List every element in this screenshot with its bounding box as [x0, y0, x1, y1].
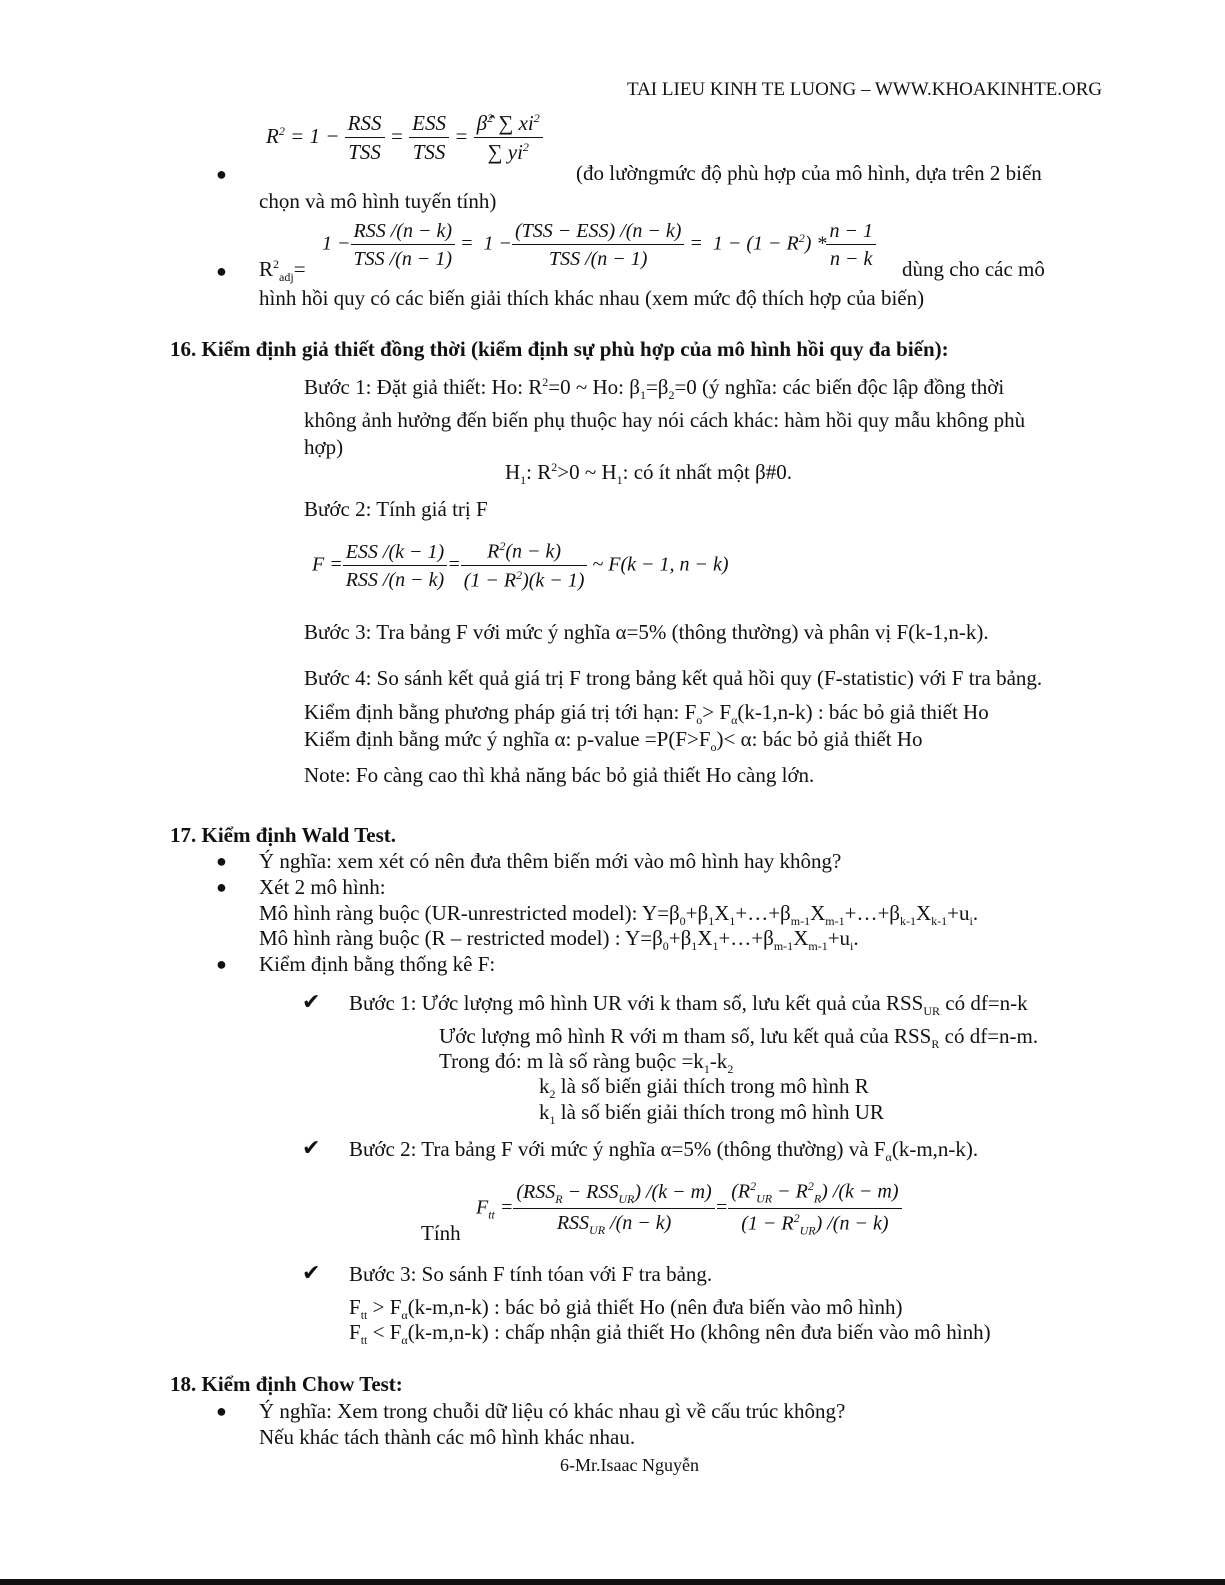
s17-ur-model: Mô hình ràng buộc (UR-unrestricted model): $Y=\beta_0+\beta_1X_1+\dots+\beta_{m-1}X_{m-1}+\dots+\beta_{k-1}X_{k-1}+u_i$.: [259, 901, 979, 929]
bullet: ●: [216, 1401, 227, 1421]
s16-critical: Kiểm định bằng phương pháp giá trị tới hạn: $F_o> F_\alpha(k-1,n-k)$ : bác bỏ giả thiết Ho: [304, 700, 989, 728]
r-squared-desc: (đo lườngmức độ phù hợp của mô hình, dựa trên 2 biến: [576, 161, 1042, 185]
s16-step2: Bước 2: Tính giá trị F: [304, 497, 488, 521]
s17-c1-l2: Ước lượng mô hình R với m tham số, lưu kết quả của $RSS_R$ có df=n-m.: [439, 1024, 1039, 1052]
s17-c3: Bước 3: So sánh F tính tóan với F tra bảng.: [349, 1262, 713, 1286]
s16-step3: Bước 3: Tra bảng F với mức ý nghĩa α=5% (thông thường) và phân vị F(k-1,n-k).: [304, 620, 989, 644]
page-footer: 6-Mr.Isaac Nguyễn: [560, 1455, 699, 1475]
s17-c1-l3: Trong đó: m là số ràng buộc $=k_1-k_2$: [439, 1049, 734, 1077]
check-icon: ✔: [302, 990, 321, 1015]
adj-r2-desc: dùng cho các mô: [902, 257, 1045, 281]
s16-h1: $H_1$: $R^2>0$ ~ $H_1$: có ít nhất một β#0.: [505, 460, 792, 488]
r-squared-desc-cont: chọn và mô hình tuyến tính): [259, 189, 497, 213]
bullet: ●: [216, 954, 227, 974]
r-squared-formula: $R^2 = 1$ − $\frac{\text{RSS}}{\text{TSS}}$ = $\frac{\text{ESS}}{\text{TSS}}$ = $\frac{\betâ^2 \sum xi^2}{\sum yi^2}$: [266, 112, 543, 164]
adj-r2-desc-cont: hình hồi quy có các biến giải thích khác nhau (xem mức độ thích hợp của biến): [259, 286, 925, 310]
s17-c1-l4: $k_2$ là số biến giải thích trong mô hình R: [539, 1074, 869, 1102]
section-16-title: 16. Kiểm định giả thiết đồng thời (kiểm định sự phù hợp của mô hình hồi quy đa biến):: [170, 337, 949, 361]
bullet: ●: [216, 164, 227, 184]
s17-rule-reject: $F_{tt} > F_\alpha(k-m,n-k)$ : bác bỏ giả thiết Ho (nên đưa biến vào mô hình): [349, 1295, 903, 1323]
s18-b1-cont: Nếu khác tách thành các mô hình khác nhau.: [259, 1425, 636, 1449]
s16-step1-l2: không ảnh hưởng đến biến phụ thuộc hay nói cách khác: hàm hồi quy mẫu không phù: [304, 408, 1026, 432]
s16-pvalue: Kiểm định bằng mức ý nghĩa α: p-value $=P(F>F_o)< \alpha$: bác bỏ giả thiết Ho: [304, 727, 923, 755]
s16-step1-l3: hợp): [304, 435, 344, 459]
section-18-title: 18. Kiểm định Chow Test:: [170, 1372, 403, 1396]
f-statistic-formula: F = $\frac{\text{ESS /(k − 1)}}{\text{RSS /(n − k)}}$ = $\frac{R^2(n - k)}{(1 - R^2)(k - 1)}$ ~ F(k − 1, n − k): [312, 539, 729, 592]
bullet: ●: [216, 261, 227, 281]
s17-c1-l5: $k_1$ là số biến giải thích trong mô hình UR: [539, 1100, 884, 1128]
check-icon: ✔: [302, 1136, 321, 1161]
s17-c1: Bước 1: Ước lượng mô hình UR với k tham số, lưu kết quả của $RSS_{UR}$ có df=n-k: [349, 991, 1028, 1019]
s17-b2: Xét 2 mô hình:: [259, 875, 386, 899]
wald-f-formula: $F_{tt}$ = $\frac{(RSS_R - RSS_{UR}) /(k - m)}{RSS_{UR} /(n - k)}$ = $\frac{(R^2_{UR} - R^2_R) /(k - m)}{(1 - R^2_{UR}) /(n - k)}$: [476, 1180, 902, 1238]
check-icon: ✔: [302, 1261, 321, 1286]
s17-r-model: Mô hình ràng buộc (R – restricted model) : $Y=\beta_0+\beta_1X_1+\dots+\beta_{m-1}X_{m-1}+u_i$.: [259, 926, 859, 954]
adj-r2-label: $R^2_{adj}=$: [259, 257, 306, 285]
s18-b1: Ý nghĩa: Xem trong chuỗi dữ liệu có khác nhau gì về cấu trúc không?: [259, 1399, 846, 1423]
page-header: TAI LIEU KINH TE LUONG – WWW.KHOAKINHTE.ORG: [627, 79, 1103, 100]
s17-c2: Bước 2: Tra bảng F với mức ý nghĩa α=5% (thông thường) và $F_\alpha(k-m,n-k)$.: [349, 1137, 979, 1165]
section-17-title: 17. Kiểm định Wald Test.: [170, 823, 397, 847]
s16-step4: Bước 4: So sánh kết quả giá trị F trong bảng kết quả hồi quy (F-statistic) với F tra bảng.: [304, 666, 1043, 690]
bullet: ●: [216, 851, 227, 871]
s17-b1: Ý nghĩa: xem xét có nên đưa thêm biến mới vào mô hình hay không?: [259, 849, 842, 873]
s16-step1: Bước 1: Đặt giả thiết: Ho: $R^2=0$ ~ Ho: $\beta_1=\beta_2=0$ (ý nghĩa: các biến độc lập đồng thời: [304, 375, 1005, 403]
s17-b3: Kiểm định bằng thống kê F:: [259, 952, 496, 976]
adj-r2-formula: 1 − $\frac{\text{RSS /(n − k)}}{\text{TSS /(n − 1)}}$ = 1 − $\frac{\text{(TSS − ESS) /(n − k)}}{\text{TSS /(n − 1)}}$ = $1 - (1 - R^2)$ * $\frac{n - 1}{n - k}$: [322, 220, 876, 270]
bullet: ●: [216, 877, 227, 897]
page-bottom-border: [0, 1579, 1225, 1585]
s16-note: Note: Fo càng cao thì khả năng bác bỏ giả thiết Ho càng lớn.: [304, 763, 815, 787]
s17-tinh: Tính: [421, 1221, 461, 1245]
s17-rule-accept: $F_{tt} < F_\alpha(k-m,n-k)$ : chấp nhận giả thiết Ho (không nên đưa biến vào mô hình): [349, 1320, 991, 1348]
